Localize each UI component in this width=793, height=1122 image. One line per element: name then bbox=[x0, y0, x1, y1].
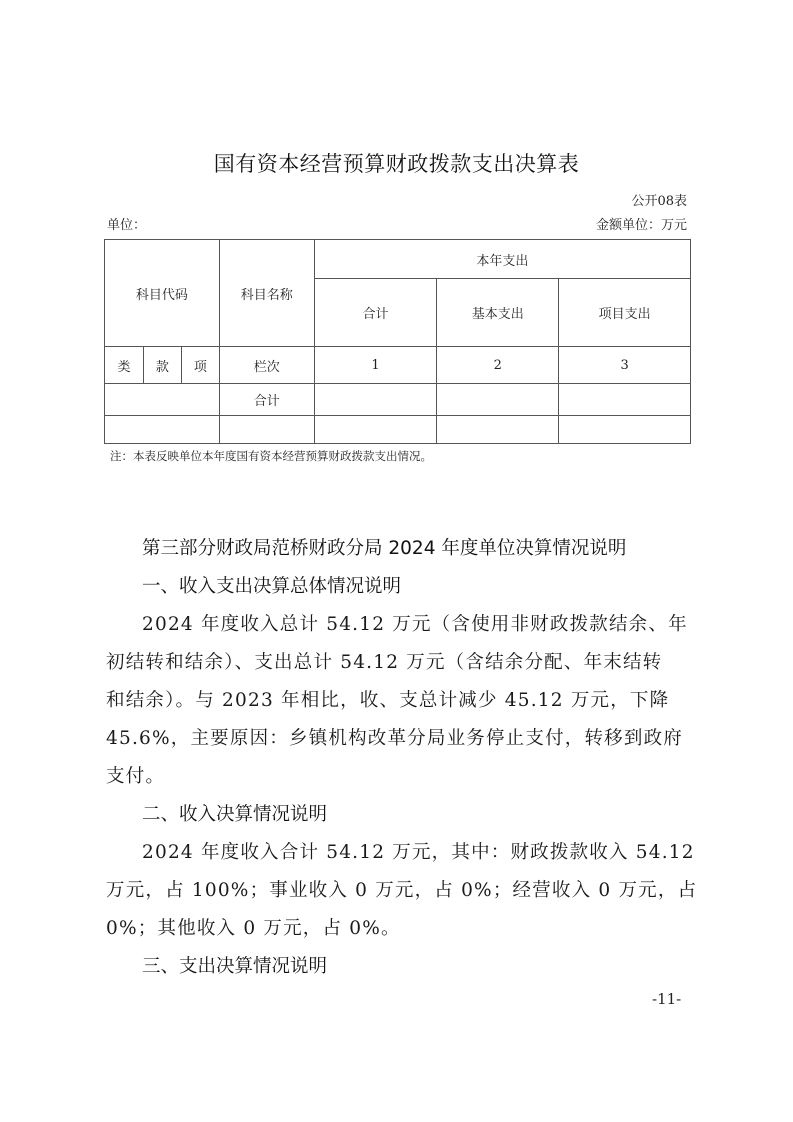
amount-unit-label: 金额单位：万元 bbox=[595, 218, 687, 233]
header-basic-expense: 基本支出 bbox=[437, 279, 559, 347]
section1-line-4: 45.6%，主要原因：乡镇机构改革分局业务停止支付，转移到政府 bbox=[106, 728, 683, 749]
header-item: 项 bbox=[181, 347, 219, 384]
header-project-expense: 项目支出 bbox=[559, 279, 691, 347]
cell-code bbox=[105, 384, 220, 416]
cell-name: 合计 bbox=[219, 384, 314, 416]
cell-total bbox=[314, 416, 437, 444]
budget-table bbox=[104, 239, 691, 444]
table-row bbox=[105, 416, 691, 444]
section1-line-5: 支付。 bbox=[106, 766, 166, 787]
cell-code bbox=[105, 416, 220, 444]
column-number-2: 2 bbox=[437, 347, 559, 384]
column-order-row bbox=[105, 347, 691, 384]
table-row bbox=[105, 384, 691, 416]
part-heading: 第三部分财政局范桥财政分局 2024 年度单位决算情况说明 bbox=[142, 538, 627, 559]
header-current-year-expense: 本年支出 bbox=[314, 240, 690, 279]
header-subject-name: 科目名称 bbox=[219, 240, 314, 347]
header-subject-code: 科目代码 bbox=[105, 240, 220, 347]
table-note: 注：本表反映单位本年度国有资本经营预算财政拨款支出情况。 bbox=[110, 449, 432, 463]
section1-line-2: 初结转和结余）、支出总计 54.12 万元（含结余分配、年末结转 bbox=[106, 652, 663, 673]
column-number-3: 3 bbox=[559, 347, 691, 384]
header-column-order: 栏次 bbox=[219, 347, 314, 384]
section2-line-2: 万元，占 100%；事业收入 0 万元，占 0%；经营收入 0 万元，占 bbox=[106, 880, 698, 901]
cell-total bbox=[314, 384, 437, 416]
header-section: 款 bbox=[143, 347, 181, 384]
cell-project bbox=[559, 384, 691, 416]
page-number: -11- bbox=[652, 990, 682, 1008]
section1-heading: 一、收入支出决算总体情况说明 bbox=[142, 576, 402, 597]
cell-basic bbox=[437, 384, 559, 416]
table-title: 国有资本经营预算财政拨款支出决算表 bbox=[213, 152, 580, 176]
header-total: 合计 bbox=[314, 279, 437, 347]
section2-line-1: 2024 年度收入合计 54.12 万元，其中：财政拨款收入 54.12 bbox=[142, 842, 695, 863]
cell-basic bbox=[437, 416, 559, 444]
cell-project bbox=[559, 416, 691, 444]
section3-heading: 三、支出决算情况说明 bbox=[142, 956, 328, 977]
header-row-1 bbox=[105, 240, 691, 279]
section2-line-3: 0%；其他收入 0 万元，占 0%。 bbox=[106, 918, 401, 939]
unit-label: 单位： bbox=[107, 218, 147, 233]
form-number: 公开08表 bbox=[631, 194, 687, 209]
column-number-1: 1 bbox=[314, 347, 437, 384]
section1-line-3: 和结余）。与 2023 年相比，收、支总计减少 45.12 万元，下降 bbox=[106, 690, 670, 711]
section2-heading: 二、收入决算情况说明 bbox=[142, 804, 328, 825]
header-category: 类 bbox=[105, 347, 144, 384]
cell-name bbox=[219, 416, 314, 444]
section1-line-1: 2024 年度收入总计 54.12 万元（含使用非财政拨款结余、年 bbox=[142, 614, 688, 635]
